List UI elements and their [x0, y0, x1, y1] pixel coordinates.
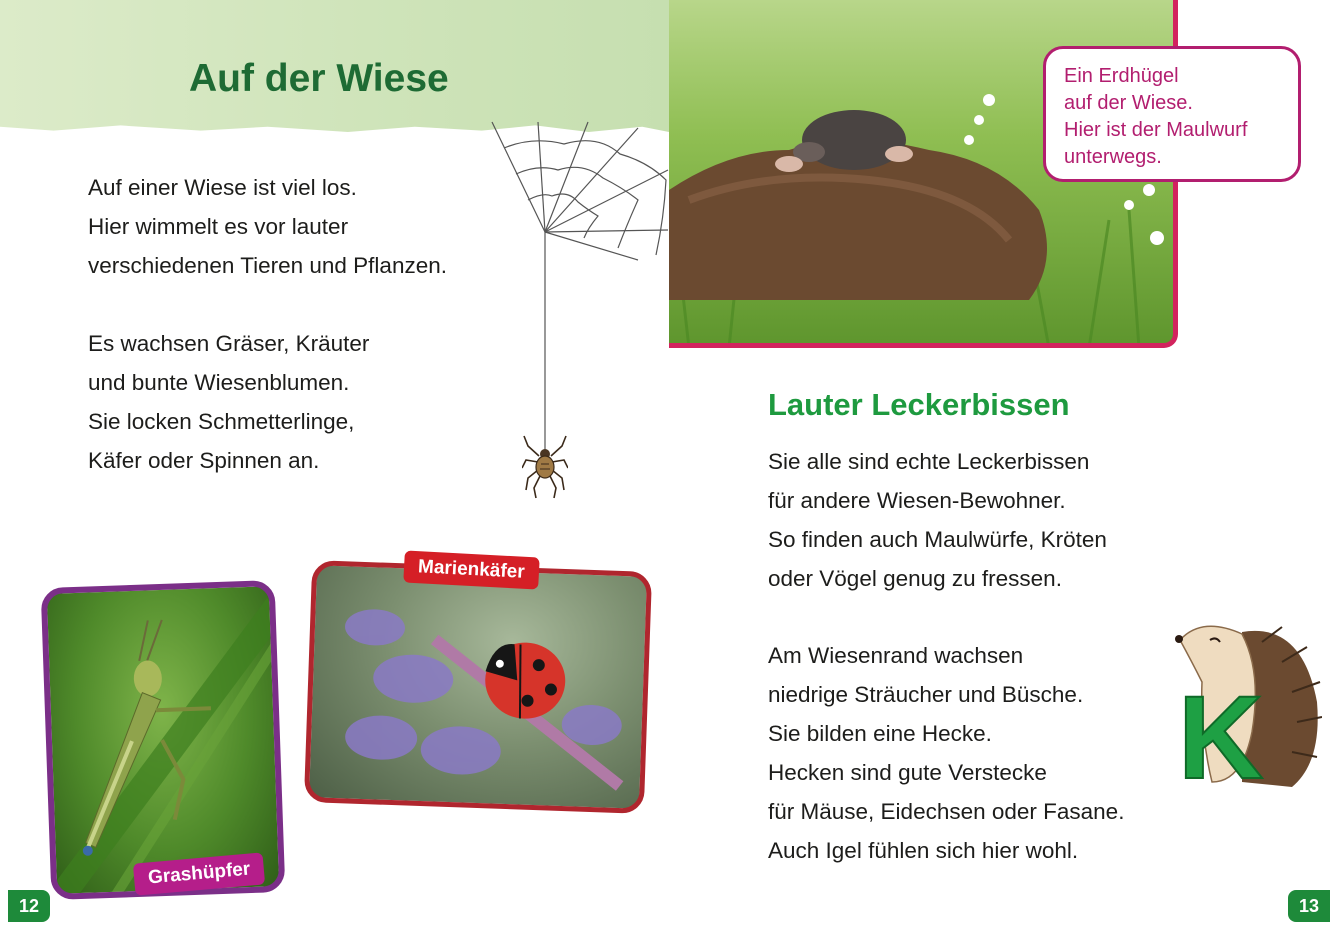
text-line: Hier wimmelt es vor lauter: [88, 214, 349, 239]
ladybug-label: Marienkäfer: [403, 550, 539, 589]
text-line: Es wachsen Gräser, Kräuter: [88, 331, 370, 356]
text-line: für Mäuse, Eidechsen oder Fasane.: [768, 799, 1125, 824]
page-title: Auf der Wiese: [189, 57, 449, 100]
text-line: So finden auch Maulwürfe, Kröten: [768, 527, 1107, 552]
left-page: [0, 0, 669, 945]
ladybug-photo: [304, 560, 652, 814]
grasshopper-icon: [47, 586, 279, 894]
alphabet-letter: K: [1178, 672, 1264, 792]
ladybug-icon: [309, 565, 647, 808]
caption-line: unterwegs.: [1064, 146, 1162, 168]
caption-line: Ein Erdhügel: [1064, 65, 1179, 87]
text-line: Sie alle sind echte Leckerbissen: [768, 449, 1090, 474]
text-line: oder Vögel genug zu fressen.: [768, 566, 1062, 591]
photo-caption: [1043, 46, 1301, 182]
caption-line: auf der Wiese.: [1064, 92, 1193, 114]
text-line: Sie locken Schmetterlinge,: [88, 409, 355, 434]
text-line: Käfer oder Spinnen an.: [88, 448, 320, 473]
text-line: Sie bilden eine Hecke.: [768, 721, 992, 746]
hedge-paragraph: [768, 636, 1124, 870]
grasshopper-photo: [41, 580, 286, 900]
text-line: niedrige Sträucher und Büsche.: [768, 682, 1084, 707]
text-line: Am Wiesenrand wachsen: [768, 643, 1024, 668]
hedgehog-icon: [1172, 612, 1322, 792]
page-number: 13: [1288, 890, 1330, 922]
spider-web-icon: [488, 120, 670, 500]
grasshopper-label: Grashüpfer: [133, 852, 266, 895]
page-number: 12: [8, 890, 50, 922]
spider-icon: [522, 434, 568, 500]
intro-paragraph: [88, 168, 447, 285]
caption-line: Hier ist der Maulwurf: [1064, 119, 1248, 141]
text-line: Auch Igel fühlen sich hier wohl.: [768, 838, 1079, 863]
section-heading: Lauter Leckerbissen: [768, 387, 1070, 422]
text-line: für andere Wiesen-Bewohner.: [768, 488, 1066, 513]
text-line: und bunte Wiesenblumen.: [88, 370, 350, 395]
text-line: verschiedenen Tieren und Pflanzen.: [88, 253, 447, 278]
text-line: Hecken sind gute Verstecke: [768, 760, 1047, 785]
food-paragraph: [768, 442, 1107, 598]
plants-paragraph: [88, 324, 369, 480]
text-line: Auf einer Wiese ist viel los.: [88, 175, 357, 200]
